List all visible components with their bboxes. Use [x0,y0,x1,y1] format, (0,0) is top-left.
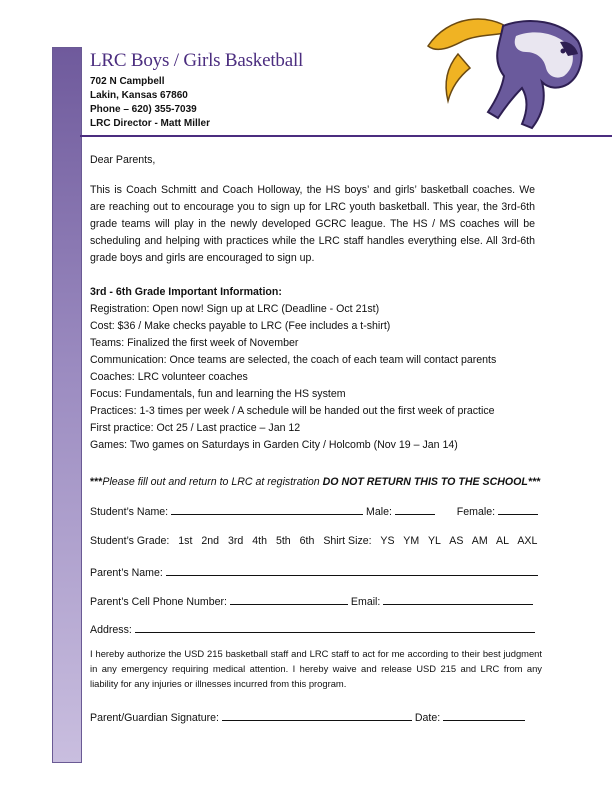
address-block [90,75,210,131]
address-row [90,622,535,636]
mustang-mascot-icon [418,6,598,134]
student-grade-row [90,535,543,547]
grade-option[interactable]: 6th [299,535,315,547]
info-item: Games: Two games on Saturdays in Garden City / Holcomb (Nov 19 – Jan 14) [90,439,458,451]
address-input[interactable] [135,622,535,633]
grade-option[interactable]: 3rd [228,535,244,547]
info-list [90,301,496,454]
male-input[interactable] [395,504,435,515]
size-option[interactable]: AM [471,535,488,547]
student-grade-label: Student’s Grade: [90,535,170,547]
male-label: Male: [366,506,392,518]
signature-label: Parent/Guardian Signature: [90,712,219,724]
notice-prefix: *** [90,476,103,488]
grade-option[interactable]: 1st [178,535,193,547]
info-item: Registration: Open now! Sign up at LRC (Deadline - Oct 21st) [90,303,380,315]
student-name-row [90,504,538,518]
info-item: Teams: Finalized the first week of November [90,337,299,349]
notice-italic: Please fill out and return to LRC at registration [102,476,323,488]
address-label: Address: [90,624,132,636]
info-item: Communication: Once teams are selected, the coach of each team will contact parents [90,354,497,366]
phone-line: Phone – 620) 355-7039 [90,104,197,115]
info-item: Coaches: LRC volunteer coaches [90,371,248,383]
signature-input[interactable] [222,710,412,721]
header-divider [80,135,612,137]
address-line: Lakin, Kansas 67860 [90,90,188,101]
size-option[interactable]: AL [496,535,509,547]
notice-bold: DO NOT RETURN THIS TO THE SCHOOL*** [322,476,541,488]
size-option[interactable]: AXL [517,535,538,547]
parent-phone-row [90,594,533,608]
intro-paragraph: This is Coach Schmitt and Coach Holloway, the HS boys’ and girls’ basketball coaches. We are reaching out to encourage you to sign up for LRC youth basketball. This year, the 3rd-6th grade teams will play in the newly developed GCRC league. The HS / MS coaches will be scheduling and helping with practices while the LRC staff handles everything else. All 3rd-6th grade boys and girls are encouraged to sign up. [90,184,535,264]
parent-name-input[interactable] [166,565,538,576]
parent-name-label: Parent’s Name: [90,567,163,579]
grade-option[interactable]: 4th [252,535,267,547]
student-name-label: Student’s Name: [90,506,169,518]
info-item: First practice: Oct 25 / Last practice – Jan 12 [90,422,301,434]
sidebar-bar [52,47,82,763]
address-line: 702 N Campbell [90,76,165,87]
parent-phone-input[interactable] [230,594,348,605]
parent-phone-label: Parent’s Cell Phone Number: [90,596,228,608]
authorization-text: I hereby authorize the USD 215 basketball staff and LRC staff to act for me according to their best judgment in any emergency requiring medical attention. I hereby waive and release USD 215 and LRC from any liability for any injuries or illnesses incurred from this program. [90,648,542,689]
greeting: Dear Parents, [90,154,156,166]
size-option[interactable]: YM [403,535,420,547]
info-heading: 3rd - 6th Grade Important Information: [90,286,282,298]
info-item: Practices: 1-3 times per week / A schedule will be handed out the first week of practice [90,405,495,417]
date-label: Date: [414,712,441,724]
email-label: Email: [350,596,381,608]
student-name-input[interactable] [171,504,363,515]
size-option[interactable]: AS [449,535,464,547]
size-option[interactable]: YS [380,535,395,547]
size-option[interactable]: YL [427,535,441,547]
signature-row [90,710,525,724]
info-item: Cost: $36 / Make checks payable to LRC (Fee includes a t-shirt) [90,320,391,332]
director-line: LRC Director - Matt Miller [90,118,211,129]
female-input[interactable] [498,504,538,515]
parent-name-row [90,565,538,579]
shirt-size-label: Shirt Size: [323,535,372,547]
date-input[interactable] [443,710,525,721]
email-input[interactable] [383,594,533,605]
grade-option[interactable]: 2nd [201,535,220,547]
info-item: Focus: Fundamentals, fun and learning the HS system [90,388,346,400]
return-notice [90,474,540,491]
female-label: Female: [456,506,496,518]
page-title: LRC Boys / Girls Basketball [90,50,304,71]
grade-option[interactable]: 5th [275,535,291,547]
